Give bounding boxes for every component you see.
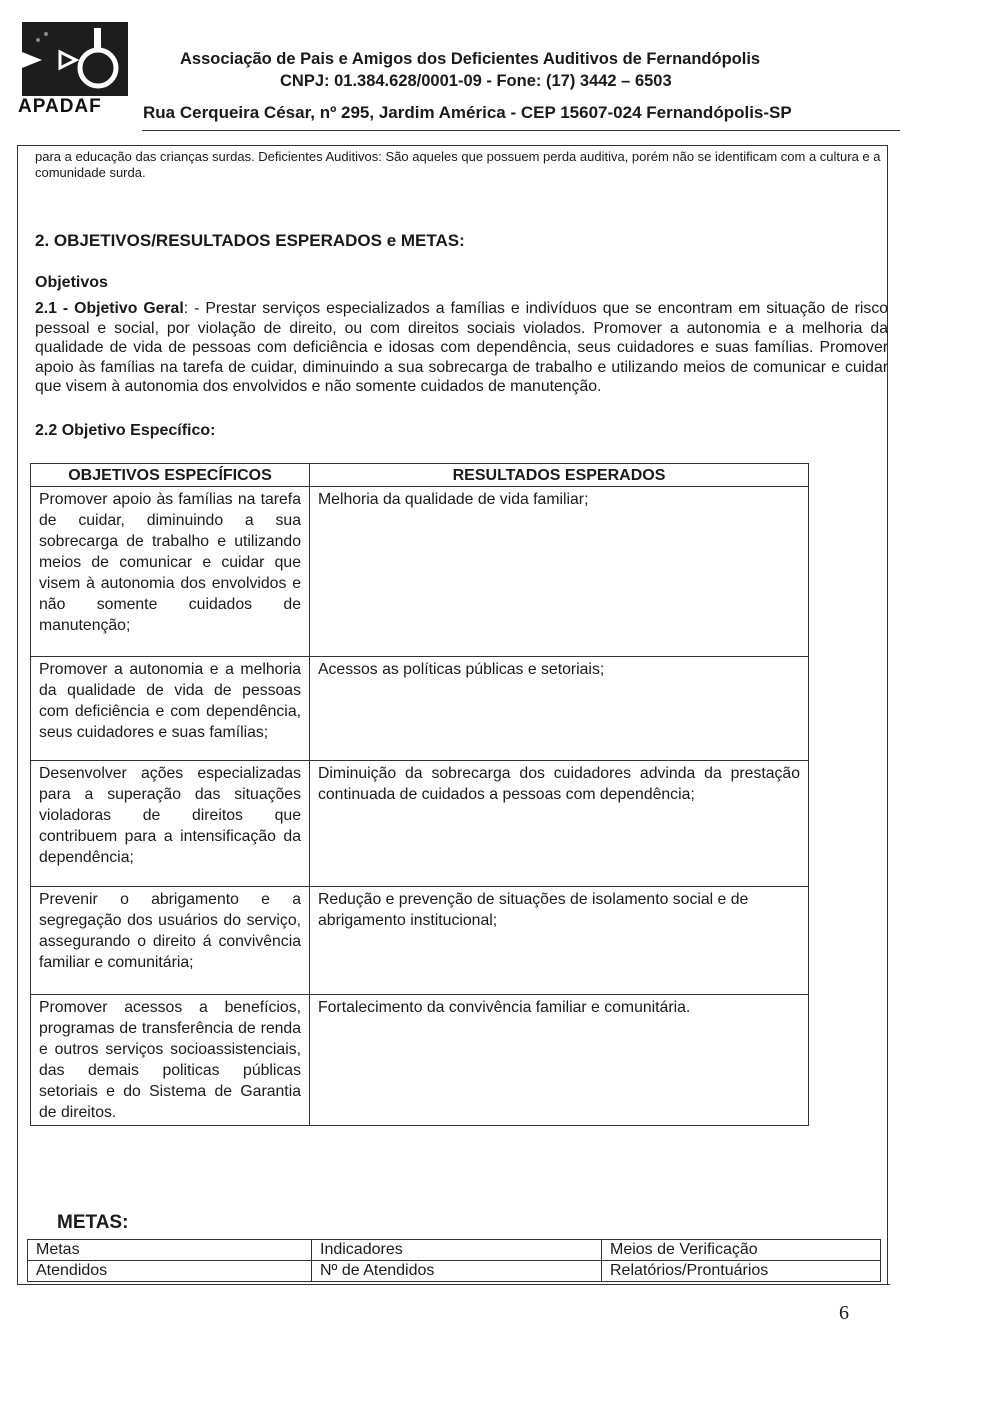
resultado-cell: Diminuição da sobrecarga dos cuidadores advinda da prestação continuada de cuidados a pessoas com dependência; [310, 761, 809, 887]
resultado-cell: Redução e prevenção de situações de isolamento social e de abrigamento institucional; [310, 887, 809, 995]
table-row [31, 487, 809, 657]
objetivo-cell: Promover acessos a benefícios, programas de transferência de renda e outros serviços socioassistenciais, das demais politicas públicas setoriais e do Sistema de Garantia de direitos. [31, 995, 310, 1126]
org-address: Rua Cerqueira César, nº 295, Jardim América - CEP 15607-024 Fernandópolis-SP [143, 103, 792, 122]
objetivo-cell: Prevenir o abrigamento e a segregação dos usuários do serviço, assegurando o direito á convivência familiar e comunitária; [31, 887, 310, 995]
metas-header-cell: Metas [28, 1240, 312, 1261]
metas-header-row [28, 1240, 881, 1261]
org-name: Associação de Pais e Amigos dos Deficientes Auditivos de Fernandópolis [180, 50, 761, 68]
metas-value-cell: Atendidos [28, 1261, 312, 1282]
table-row [31, 657, 809, 761]
intro-paragraph: para a educação das crianças surdas. Deficientes Auditivos: São aqueles que possuem perda auditiva, porém não se identificam com a cultura e a comunidade surda. [35, 149, 881, 180]
table-row [31, 761, 809, 887]
column-header-objetivos: OBJETIVOS ESPECÍFICOS [31, 464, 310, 487]
objetivo-cell: Desenvolver ações especializadas para a superação das situações violadoras de direitos que contribuem para a intensificação da dependência; [31, 761, 310, 887]
objetivo-geral-paragraph [35, 299, 888, 397]
resultado-cell: Melhoria da qualidade de vida familiar; [310, 487, 809, 657]
table-row [31, 995, 809, 1126]
indicadores-header-cell: Indicadores [312, 1240, 602, 1261]
metas-heading: METAS: [57, 1212, 129, 1233]
column-header-resultados: RESULTADOS ESPERADOS [310, 464, 809, 487]
indicadores-value-cell: Nº de Atendidos [312, 1261, 602, 1282]
objetivo-cell: Promover a autonomia e a melhoria da qualidade de vida de pessoas com deficiência e com dependência, seus cuidadores e suas famílias; [31, 657, 310, 761]
logo-wordmark: APADAF [18, 96, 102, 117]
metas-table [27, 1239, 881, 1282]
resultado-cell: Acessos as políticas públicas e setoriais; [310, 657, 809, 761]
content-frame-bottom [17, 1284, 890, 1285]
section-title: 2. OBJETIVOS/RESULTADOS ESPERADOS e METAS: [35, 231, 465, 250]
table-row [28, 1261, 881, 1282]
objetivo-especifico-heading: 2.2 Objetivo Específico: [35, 422, 216, 439]
resultado-cell: Fortalecimento da convivência familiar e comunitária. [310, 995, 809, 1126]
objetivo-geral-label: 2.1 - Objetivo Geral [35, 300, 184, 317]
header-divider [142, 130, 900, 131]
objetivo-geral-text: : - Prestar serviços especializados a famílias e indivíduos que se encontram em situação de risco pessoal e social, por violação de direito, ou com direitos sociais violados. Promover a autonomia e a melhoria da qualidade de vida de pessoas com deficiência e idosas com dependência, seus cuidadores e suas famílias. Promover apoio às famílias na tarefa de cuidar, diminuindo a sua sobrecarga de trabalho e utilizando meios de comunicar e cuidar que visem à autonomia dos envolvidos e não somente cuidados de manutenção. [35, 300, 889, 395]
objetivos-heading: Objetivos [35, 274, 108, 291]
objetivo-cell: Promover apoio às famílias na tarefa de cuidar, diminuindo a sua sobrecarga de trabalho e utilizando meios de comunicar e cuidar que visem à autonomia dos envolvidos e não somente cuidados de manutenção; [31, 487, 310, 657]
table-row [31, 887, 809, 995]
org-cnpj-phone: CNPJ: 01.384.628/0001-09 - Fone: (17) 3442 – 6503 [280, 72, 672, 90]
objectives-table [30, 463, 809, 1126]
table-header-row [31, 464, 809, 487]
page-number: 6 [839, 1302, 849, 1324]
meios-value-cell: Relatórios/Prontuários [602, 1261, 881, 1282]
meios-header-cell: Meios de Verificação [602, 1240, 881, 1261]
